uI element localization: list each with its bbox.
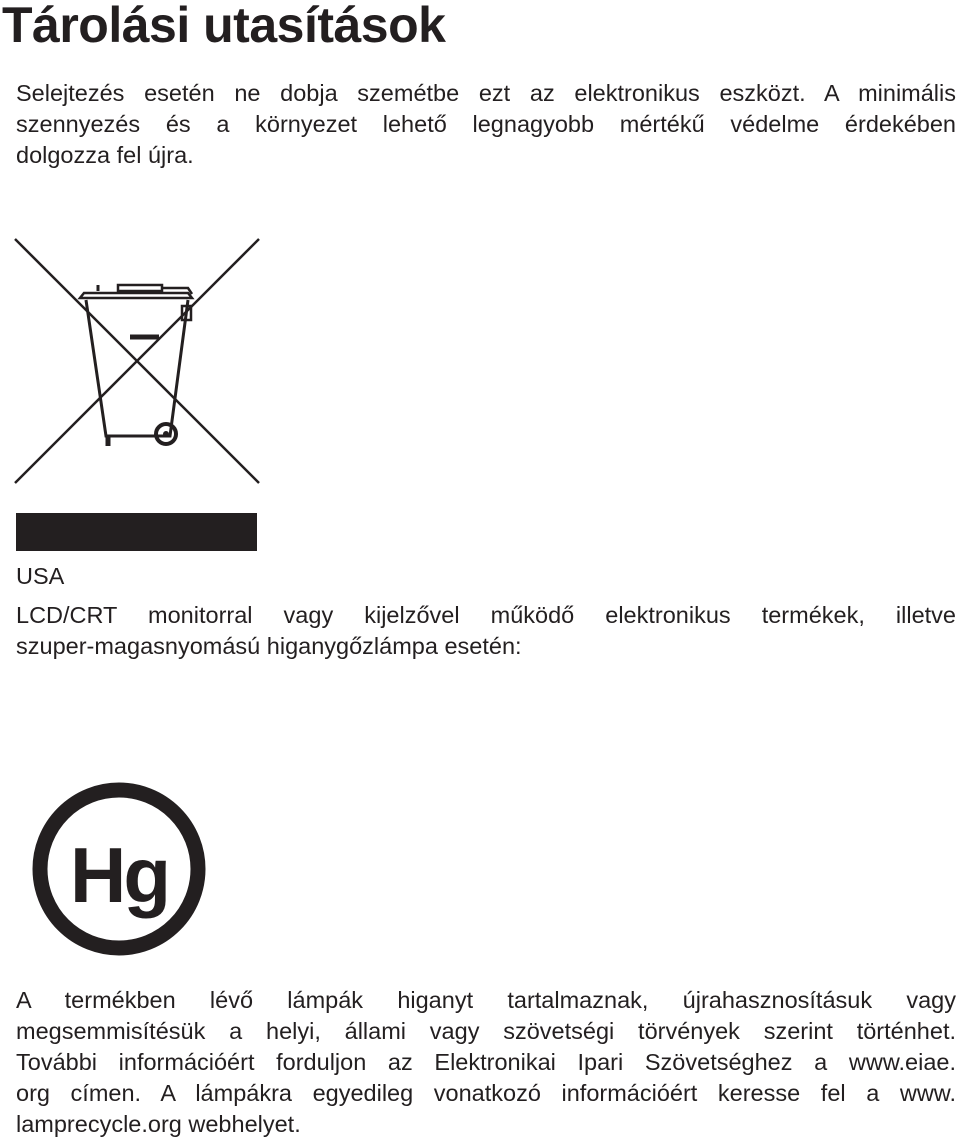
usa-paragraph [16,600,956,662]
usa-line: LCD/CRT monitorral vagy kijelzővel működő elektronikus termékek, illetve [16,602,956,628]
black-bar [16,513,257,551]
page-title: Tárolási utasítások [2,0,446,53]
region-label-usa: USA [16,563,65,589]
mercury-notice-paragraph [16,985,956,1140]
mercury-line: További információért forduljon az Elektronikai Ipari Szövetséghez a www.eiae. [16,1049,956,1075]
intro-line: Selejtezés esetén ne dobja szemétbe ezt az elektronikus eszközt. A minimális [16,80,956,106]
mercury-hg-icon [30,780,208,958]
intro-paragraph [16,78,956,171]
mercury-line: org címen. A lámpákra egyedileg vonatkozó információért keresse fel a www. [16,1080,956,1106]
crossed-out-wheelie-bin-icon [12,236,262,486]
intro-line: szennyezés és a környezet lehető legnagyobb mértékű védelme érdekében [16,111,956,137]
mercury-line: lamprecycle.org webhelyet. [16,1111,301,1137]
mercury-line: megsemmisítésük a helyi, állami vagy szövetségi törvények szerint történhet. [16,1018,956,1044]
mercury-line: A termékben lévő lámpák higanyt tartalmaznak, újrahasznosításuk vagy [16,987,956,1013]
usa-line: szuper-magasnyomású higanygőzlámpa esetén: [16,633,522,659]
intro-line: dolgozza fel újra. [16,142,194,168]
mercury-symbol-text: Hg [70,831,168,919]
